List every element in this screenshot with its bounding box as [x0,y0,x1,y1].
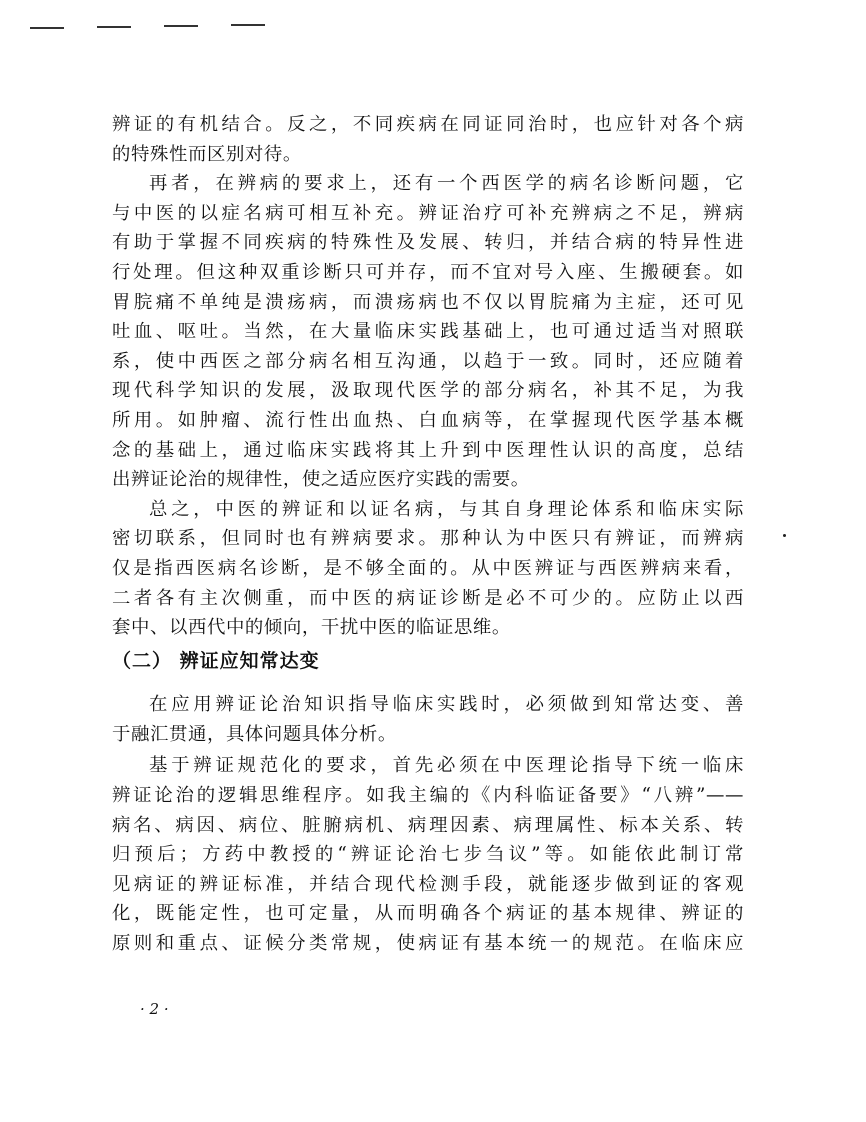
header-rule [97,26,131,28]
text-line: 原则和重点、证候分类常规，使病证有基本统一的规范。在临床应 [112,933,744,955]
text-line: 总之，中医的辨证和以证名病，与其自身理论体系和临床实际 [149,498,744,520]
paragraph-2 [112,169,744,495]
header-rule [231,24,265,26]
text-line: 二者各有主次侧重，而中医的病证诊断是必不可少的。应防止以西 [112,587,744,609]
paragraph-1 [112,110,744,169]
text-line: 在应用辨证论治知识指导临床实践时，必须做到知常达变、善 [149,694,744,716]
scan-speck [783,534,786,537]
text-line: 见病证的辨证标准，并结合现代检测手段，就能逐步做到证的客观 [112,873,744,895]
text-line: 行处理。但这种双重诊断只可并存，而不宜对号入座、生搬硬套。如 [112,261,744,283]
section-heading: （二） 辨证应知常达变 [112,649,320,672]
text-line: 出辨证论治的规律性，使之适应医疗实践的需要。 [112,469,530,491]
paragraph-3 [112,495,744,643]
text-line: 辨证论治的逻辑思维程序。如我主编的《内科临证备要》“八辨”—— [112,785,744,807]
text-line: 套中、以西代中的倾向，干扰中医的临证思维。 [112,617,511,639]
text-line: 基于辨证规范化的要求，首先必须在中医理论指导下统一临床 [149,755,744,777]
text-line: 现代科学知识的发展，汲取现代医学的部分病名，补其不足，为我 [112,380,744,402]
text-line: 仅是指西医病名诊断，是不够全面的。从中医辨证与西医辨病来看， [112,557,744,579]
text-line: 与中医的以症名病可相互补充。辨证治疗可补充辨病之不足，辨病 [112,202,744,224]
page-body [112,110,744,959]
text-line: 归预后；方药中教授的“辨证论治七步刍议”等。如能依此制订常 [112,844,744,866]
text-line: 于融汇贯通，具体问题具体分析。 [112,723,397,745]
text-line: 密切联系，但同时也有辨病要求。那种认为中医只有辨证，而辨病 [112,528,744,550]
text-line: 念的基础上，通过临床实践将其上升到中医理性认识的高度，总结 [112,439,744,461]
text-line: 辨证的有机结合。反之，不同疾病在同证同治时，也应针对各个病 [112,114,744,135]
text-line: 系，使中西医之部分病名相互沟通，以趋于一致。同时，还应随着 [112,350,744,372]
text-line: 的特殊性而区别对待。 [112,143,302,165]
text-line: 所用。如肿瘤、流行性出血热、白血病等，在掌握现代医学基本概 [112,409,744,431]
page-number: · 2 · [140,1000,169,1018]
header-rule [30,27,64,29]
paragraph-4 [112,690,744,749]
text-line: 吐血、呕吐。当然，在大量临床实践基础上，也可通过适当对照联 [112,321,744,343]
paragraph-5 [112,751,744,958]
text-line: 化，既能定性，也可定量，从而明确各个病证的基本规律、辨证的 [112,903,744,925]
text-line: 胃脘痛不单纯是溃疡病，而溃疡病也不仅以胃脘痛为主症，还可见 [112,291,744,313]
text-line: 病名、病因、病位、脏腑病机、病理因素、病理属性、标本关系、转 [112,814,744,836]
header-rule [164,25,198,27]
text-line: 有助于掌握不同疾病的特殊性及发展、转归，并结合病的特异性进 [112,232,744,254]
text-line: 再者，在辨病的要求上，还有一个西医学的病名诊断问题，它 [149,173,744,195]
